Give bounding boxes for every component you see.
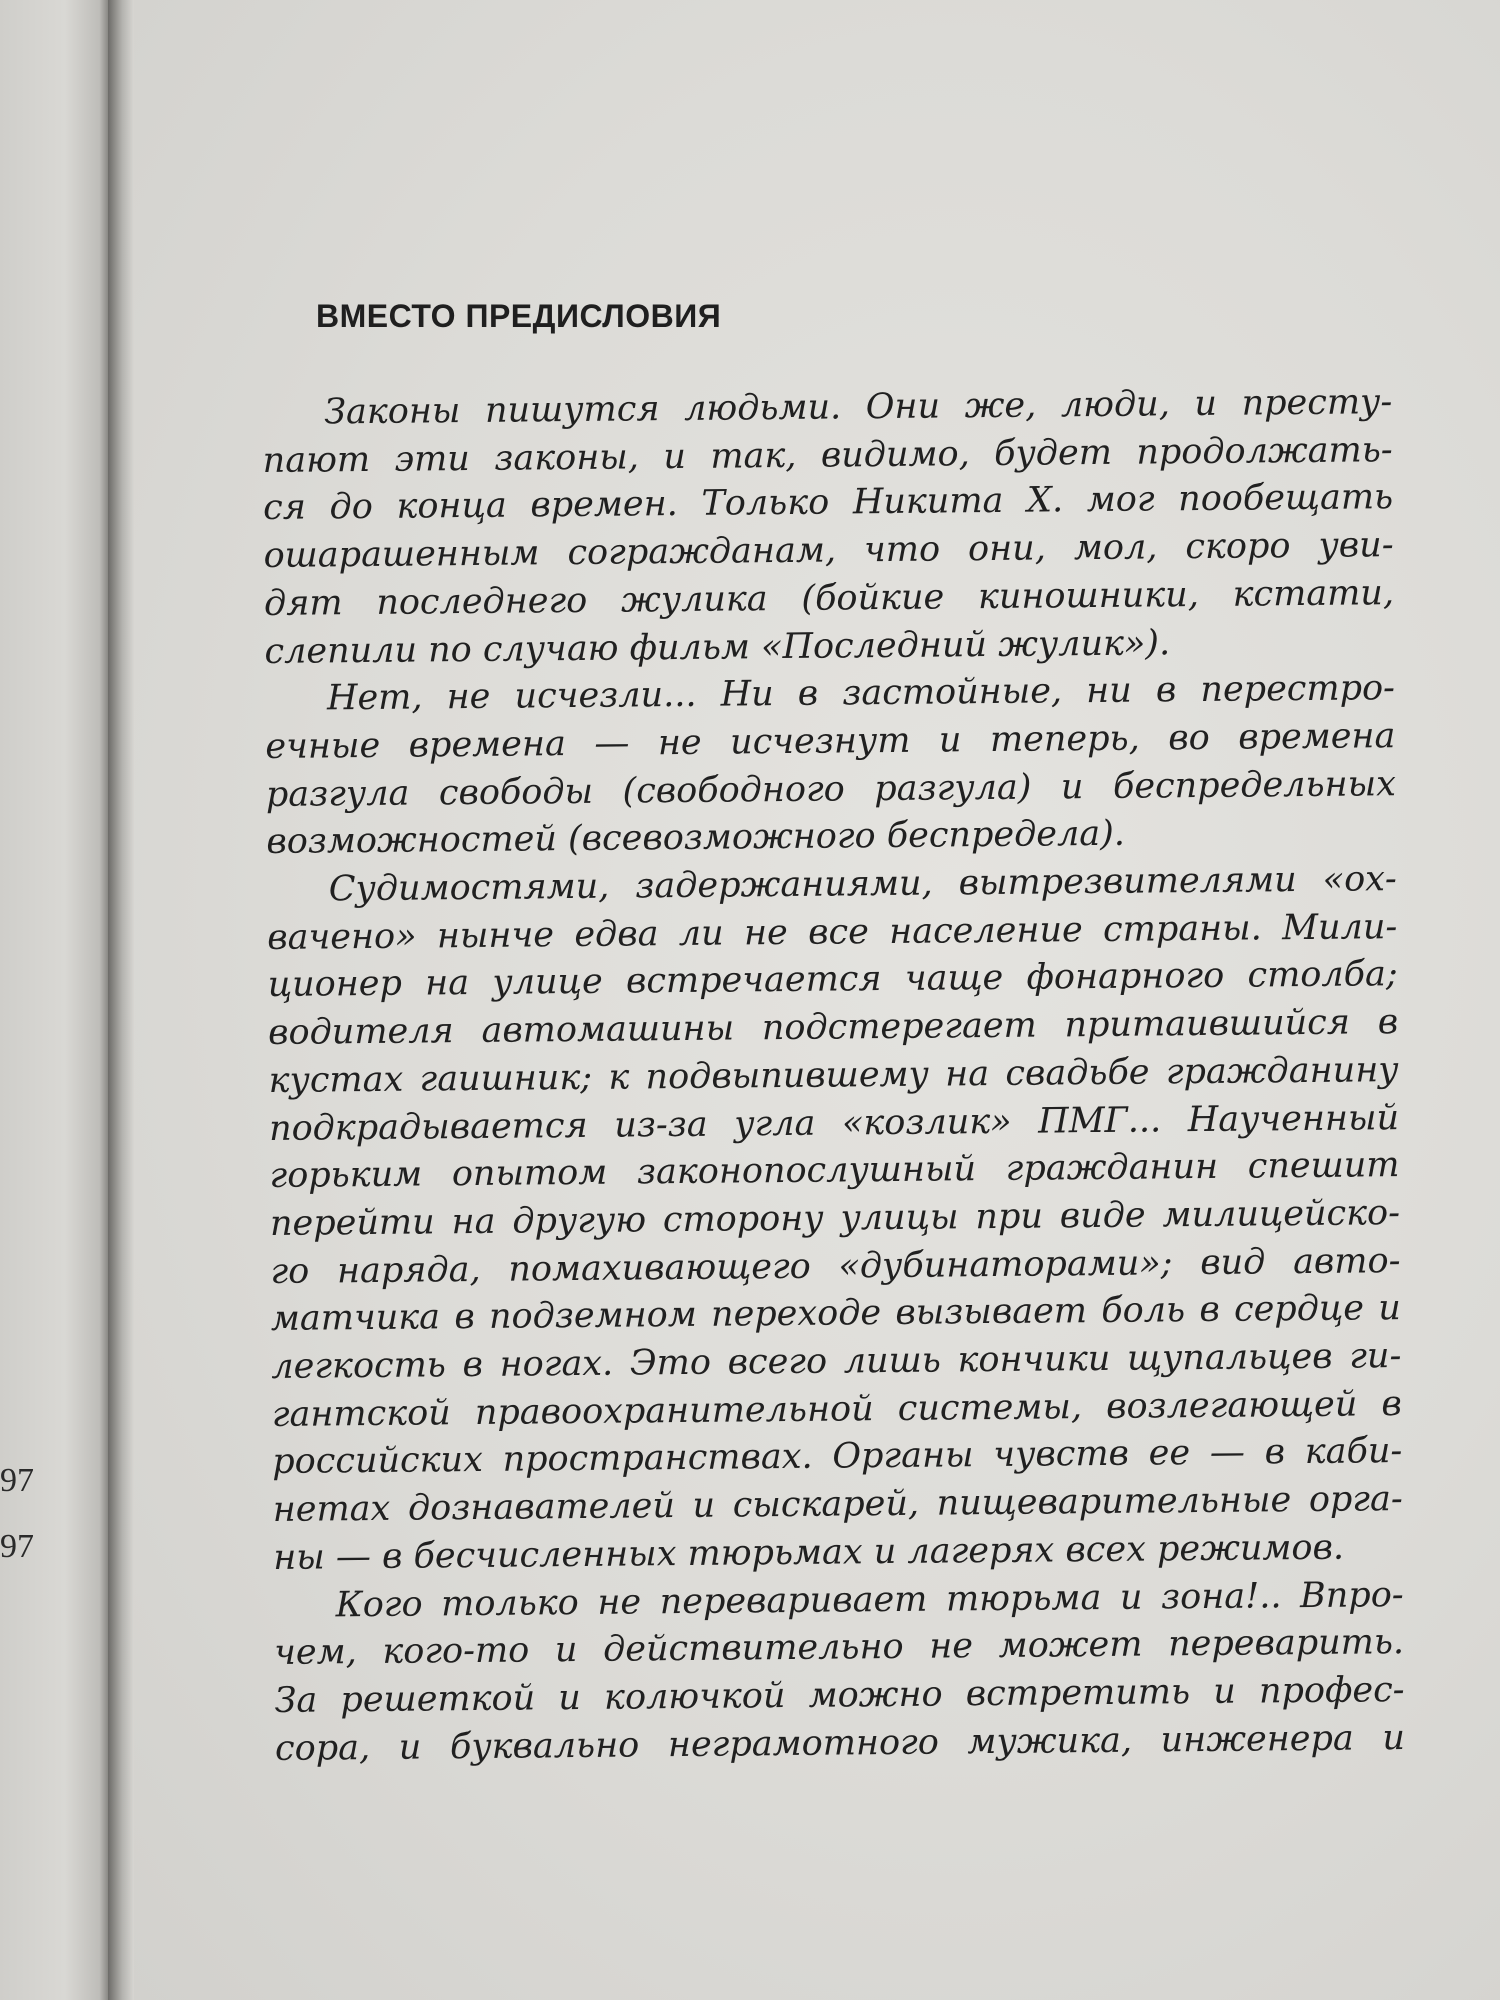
text-line: ционер на улице встречается чаще фонарного столба; xyxy=(267,954,1398,1006)
text-line: водителя автомашины подстерегает притаившийся в xyxy=(267,1002,1399,1054)
text-line: За решеткой и колючкой можно встретить и профес- xyxy=(274,1670,1405,1721)
text-line: слепили по случаю фильм «Последний жулик»). xyxy=(264,622,1171,672)
text-line: пают эти законы, и так, видимо, будет продолжать- xyxy=(262,429,1393,481)
text-line: ны — в бесчисленных тюрьмах и лагерях всех режимов. xyxy=(273,1527,1345,1578)
text-line: сора, и буквально неграмотного мужика, инженера и xyxy=(274,1717,1406,1769)
text-line: ся до конца времен. Только Никита Х. мог пообещать xyxy=(262,477,1394,529)
text-line: ечные времена — не исчезнут и теперь, во времена xyxy=(265,716,1396,767)
text-line: Кого только не переваривает тюрьма и зона!.. Впро- xyxy=(335,1574,1404,1625)
text-line: горьким опытом законопослушный гражданин спешит xyxy=(269,1145,1400,1197)
text-line: подкрадывается из-за угла «козлик» ПМГ... Наученный xyxy=(268,1097,1400,1149)
text-line: возможностей (всевозможного беспредела). xyxy=(266,814,1126,863)
text-line: Законы пишутся людьми. Они же, люди, и престу- xyxy=(324,382,1393,433)
text-line: ошарашенным согражданам, что они, мол, скоро уви- xyxy=(263,525,1394,577)
text-line: перейти на другую сторону улицы при виде милицейско- xyxy=(269,1193,1401,1244)
text-line: дят последнего жулика (бойкие киношники, кстати, xyxy=(263,572,1395,624)
left-page xyxy=(0,0,108,2000)
section-heading: ВМЕСТО ПРЕДИСЛОВИЯ xyxy=(316,298,722,334)
body-text xyxy=(262,379,1405,1773)
text-line: матчика в подземном переходе вызывает боль в сердце и xyxy=(270,1288,1402,1340)
text-line: легкость в ногах. Это всего лишь кончики щупальцев ги- xyxy=(271,1336,1402,1388)
left-page-number: 97 xyxy=(0,1462,34,1499)
text-line: гантской правоохранительной системы, возлегающей в xyxy=(271,1383,1402,1435)
book-gutter xyxy=(108,0,134,2000)
text-line: нетах дознавателей и сыскарей, пищеварительные орга- xyxy=(272,1479,1403,1531)
text-line: вачено» нынче едва ли не все население страны. Мили- xyxy=(267,906,1398,958)
text-line: Судимостями, задержаниями, вытрезвителями «ох- xyxy=(328,859,1397,910)
text-line: кустах гаишник; к подвыпившему на свадьбе гражданину xyxy=(268,1049,1399,1101)
text-line: чем, кого-то и действительно не может переварить. xyxy=(273,1622,1405,1674)
text-line: российских пространствах. Органы чувств ее — в каби- xyxy=(272,1431,1403,1483)
text-line: Нет, не исчезли... Ни в застойные, ни в перестро- xyxy=(326,668,1396,719)
text-line: го наряда, помахивающего «дубинаторами»; вид авто- xyxy=(270,1240,1401,1292)
text-line: разгула свободы (свободного разгула) и беспредельных xyxy=(265,763,1397,815)
left-page-number: 97 xyxy=(0,1528,34,1565)
